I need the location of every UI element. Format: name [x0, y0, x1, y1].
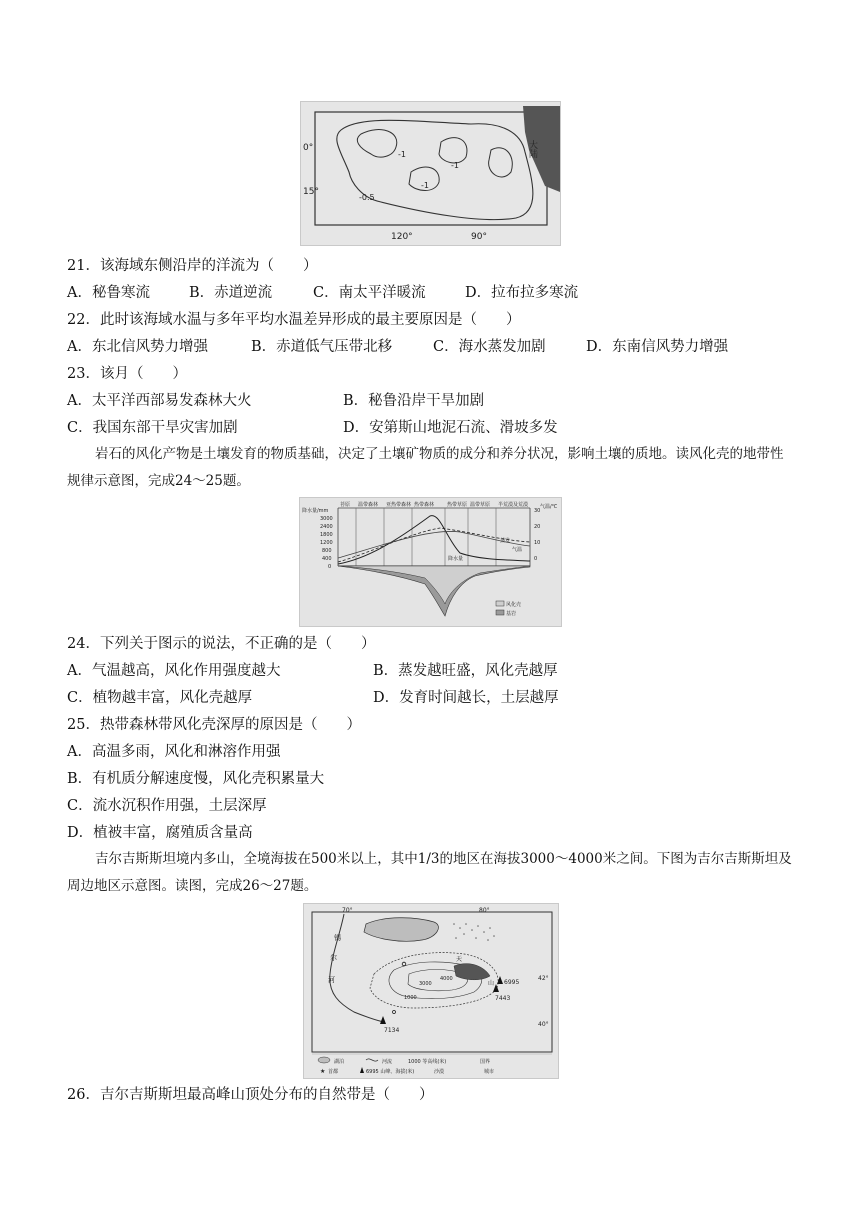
- y-left-title: 降水量/mm: [302, 508, 329, 514]
- y-right-tick: 30: [534, 508, 541, 514]
- contour-label: -1: [451, 161, 459, 170]
- zone-label: 温带森林: [358, 502, 379, 508]
- lon-label-70: 70°: [342, 907, 353, 914]
- question-24-stem: 24．下列关于图示的说法，不正确的是（ ）: [67, 636, 376, 652]
- y-right-tick: 20: [534, 524, 541, 530]
- contour-value: 4000: [440, 976, 453, 982]
- contour-label: -1: [421, 181, 429, 190]
- y-left-tick: 800: [322, 548, 332, 554]
- question-23-option-c: C．我国东部干旱灾害加剧: [67, 420, 238, 436]
- question-24-option-c: C．植物越丰富，风化壳越厚: [67, 690, 253, 706]
- contour-value: 1000: [404, 995, 417, 1001]
- legend-lake: 湖泊: [334, 1059, 345, 1065]
- peak-label: 7134: [384, 1027, 400, 1034]
- weathering-crust-diagram: [299, 497, 562, 627]
- question-26-stem: 26．吉尔吉斯斯坦最高峰山顶处分布的自然带是（ ）: [67, 1087, 434, 1103]
- river-label: 尔: [330, 954, 337, 962]
- question-25-option-c: C．流水沉积作用强，土层深厚: [67, 798, 267, 814]
- zone-label: 苔原: [340, 502, 351, 508]
- question-25-stem: 25．热带森林带风化壳深厚的原因是（ ）: [67, 717, 361, 733]
- question-25-option-b: B．有机质分解速度慢，风化壳积累量大: [67, 771, 325, 787]
- intro-paragraph-24-25: [67, 441, 793, 495]
- contour-label: -0.5: [359, 193, 375, 202]
- y-right-tick: 0: [534, 556, 538, 562]
- question-24-option-d: D．发育时间越长，土层越厚: [373, 690, 559, 706]
- question-21-option-a: A．秘鲁寒流: [67, 285, 150, 301]
- legend-desert: 沙漠: [434, 1069, 445, 1075]
- intro-text: 吉尔吉斯斯坦境内多山，全境海拔在500米以上，其中1/3的地区在海拔3000～4000米之间。下图为吉尔吉斯斯坦及周边地区示意图。读图，完成26～27题。: [67, 851, 792, 894]
- legend-peak: 6995 山峰、海拔(米): [366, 1069, 415, 1075]
- lat-label-15: 15°: [303, 187, 319, 197]
- legend-border: 国界: [480, 1059, 491, 1065]
- legend-weathering-crust: 风化壳: [506, 602, 522, 608]
- contour-label: -1: [398, 150, 406, 159]
- y-left-tick: 2400: [320, 524, 333, 530]
- question-25-option-d: D．植被丰富，腐殖质含量高: [67, 825, 253, 841]
- intro-paragraph-26-27: [67, 846, 793, 900]
- question-22-option-b: B．赤道低气压带北移: [251, 339, 393, 355]
- y-right-title: 气温/℃: [540, 504, 558, 510]
- contour-value: 3000: [419, 981, 432, 987]
- question-21-option-b: B．赤道逆流: [189, 285, 273, 301]
- sst-anomaly-map: [300, 101, 561, 246]
- question-23-option-b: B．秘鲁沿岸干旱加剧: [343, 393, 485, 409]
- lat-label-42: 42°: [538, 975, 549, 982]
- question-23-option-a: A．太平洋西部易发森林大火: [67, 393, 252, 409]
- curve-label: 气温: [512, 547, 523, 553]
- lon-label-80: 80°: [479, 907, 490, 914]
- y-left-tick: 3000: [320, 516, 333, 522]
- y-left-tick: 0: [328, 564, 332, 570]
- question-24-option-b: B．蒸发越旺盛，风化壳越厚: [373, 663, 558, 679]
- intro-text: 岩石的风化产物是土壤发育的物质基础，决定了土壤矿物质的成分和养分状况，影响土壤的质地。读风化壳的地带性规律示意图，完成24～25题。: [67, 446, 784, 489]
- mountain-label: 天: [456, 956, 463, 963]
- y-left-tick: 400: [322, 556, 332, 562]
- legend-contour: 1000 等高线(米): [408, 1059, 447, 1065]
- river-label: 锡: [334, 934, 341, 942]
- lat-label-0: 0°: [303, 143, 314, 153]
- question-22-stem: 22．此时该海域水温与多年平均水温差异形成的最主要原因是（ ）: [67, 312, 521, 328]
- question-21-stem: 21．该海域东侧沿岸的洋流为（ ）: [67, 258, 318, 274]
- zone-label: 亚热带森林: [386, 502, 412, 508]
- continent-label: 大陆: [527, 140, 537, 158]
- y-left-tick: 1200: [320, 540, 333, 546]
- lon-label-120: 120°: [391, 232, 413, 242]
- curve-label: 降水量: [448, 556, 464, 562]
- kyrgyzstan-map: [303, 903, 559, 1079]
- zone-label: 热带草原: [447, 502, 468, 508]
- question-22-option-d: D．东南信风势力增强: [586, 339, 729, 355]
- question-21-option-d: D．拉布拉多寒流: [465, 285, 579, 301]
- peak-label: 7443: [495, 995, 511, 1002]
- question-23-stem: 23．该月（ ）: [67, 366, 187, 382]
- peak-label: 6995: [504, 979, 520, 986]
- curve-label: 蒸发: [500, 538, 511, 544]
- question-24-option-a: A．气温越高，风化作用强度越大: [67, 663, 281, 679]
- y-left-tick: 1800: [320, 532, 333, 538]
- legend-river: 河流: [382, 1059, 393, 1065]
- question-22-option-a: A．东北信风势力增强: [67, 339, 208, 355]
- legend-bedrock: 基岩: [506, 611, 517, 617]
- zone-label: 热带森林: [414, 502, 435, 508]
- lat-label-40: 40°: [538, 1021, 549, 1028]
- svg-text:★: ★: [320, 1068, 326, 1075]
- y-right-tick: 10: [534, 540, 541, 546]
- question-23-option-d: D．安第斯山地泥石流、滑坡多发: [343, 420, 558, 436]
- zone-label: 半荒漠及荒漠: [498, 502, 529, 508]
- mountain-label: 山: [488, 980, 495, 987]
- river-label: 河: [328, 976, 335, 984]
- legend-city: 城市: [484, 1069, 495, 1075]
- question-21-option-c: C．南太平洋暖流: [313, 285, 426, 301]
- lon-label-90: 90°: [471, 232, 487, 242]
- zone-label: 温带草原: [470, 502, 491, 508]
- legend-capital: 首都: [328, 1069, 339, 1075]
- question-22-option-c: C．海水蒸发加剧: [433, 339, 546, 355]
- question-25-option-a: A．高温多雨，风化和淋溶作用强: [67, 744, 281, 760]
